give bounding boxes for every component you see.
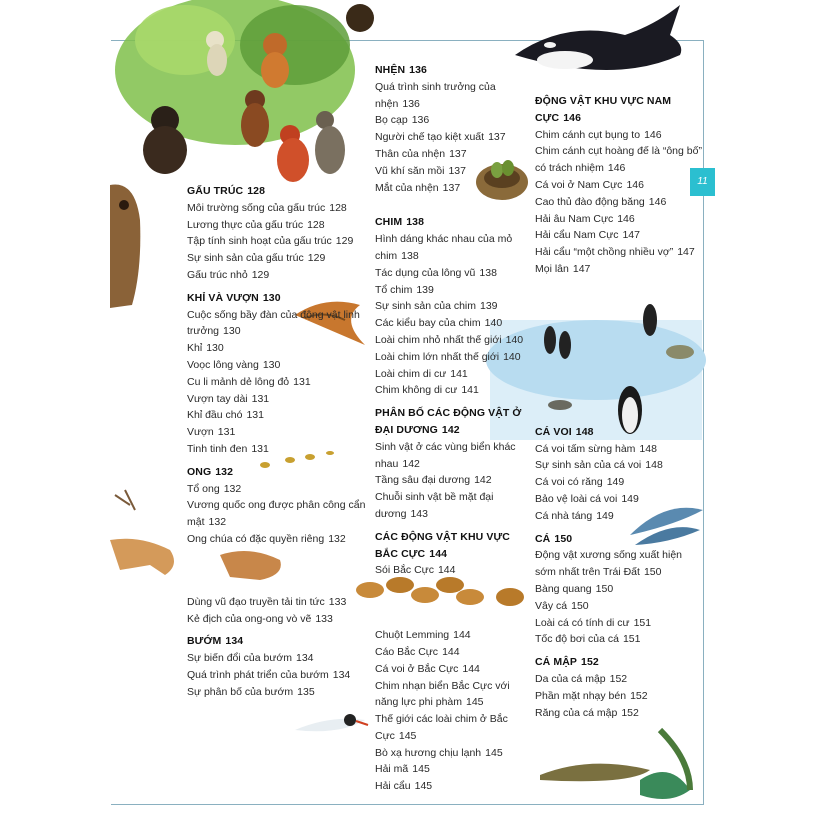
section-gap [375,202,535,214]
toc-section-spiders [375,62,535,196]
toc-section-sharks [535,654,703,721]
toc-entry[interactable]: Thế giới các loài chim ở Bắc Cực 145 [375,713,508,742]
illustration-gap [535,284,703,424]
toc-entry[interactable]: Tinh tinh đen 131 [187,442,269,455]
fish-illustration [540,720,700,810]
monkeys-illustration [125,0,385,200]
toc-section-whales [535,424,703,525]
toc-entry[interactable]: Sói Bắc Cực 144 [375,564,456,577]
toc-entry[interactable]: Voọc lông vàng 130 [187,358,281,371]
toc-entry[interactable]: Chuỗi sinh vật bề mặt đại dương 143 [375,491,494,520]
toc-entry[interactable]: Cuộc sống bầy đàn của động vật linh trưởng 130 [187,308,360,338]
section-heading[interactable]: CÁ VOI 148 [535,425,594,438]
toc-entry[interactable]: Cáo Bắc Cực 144 [375,645,460,658]
toc-entry[interactable]: Sinh vật ở các vùng biển khác nhau 142 [375,440,516,470]
toc-entry[interactable]: Vũ khí săn mồi 137 [375,164,466,177]
toc-entry[interactable]: Loài chim di cư 141 [375,367,468,380]
toc-entry[interactable]: Bảo vệ loài cá voi 149 [535,492,639,505]
toc-entry[interactable]: Chim nhạn biển Bắc Cực với năng lực phi phàm 145 [375,679,510,709]
illustration-gap [375,579,535,627]
toc-entry[interactable]: Quá trình phát triển của bướm 134 [187,668,351,681]
toc-entry[interactable]: Sự biến đổi của bướm 134 [187,652,314,665]
toc-section-birds [375,214,535,399]
toc-entry[interactable]: Chim không di cư 141 [375,384,479,397]
toc-entry[interactable]: Khỉ đầu chó 131 [187,409,264,422]
toc-entry[interactable]: Tập tính sinh hoạt của gấu trúc 129 [187,235,354,248]
toc-section-butterflies [187,633,367,700]
toc-entry[interactable]: Sự sinh sản của chim 139 [375,300,498,313]
toc-entry[interactable]: Tổ ong 132 [187,482,242,495]
section-heading[interactable]: BƯỚM 134 [187,635,244,648]
toc-entry[interactable]: Các kiểu bay của chim 140 [375,317,503,330]
section-heading[interactable]: GẤU TRÚC 128 [187,185,266,197]
section-heading[interactable]: CÁ MẬP 152 [535,656,599,669]
section-heading[interactable]: ONG 132 [187,465,234,478]
toc-entry[interactable]: Loài cá có tính di cư 151 [535,616,652,629]
toc-entry[interactable]: Cá nhà táng 149 [535,509,614,522]
toc-section-ocean-animals [375,405,535,523]
toc-entry[interactable]: Lương thực của gấu trúc 128 [187,218,325,231]
toc-entry[interactable]: Hình dáng khác nhau của mỏ chim 138 [375,233,513,262]
toc-entry[interactable]: Vây cá 150 [535,599,589,612]
toc-entry[interactable]: Hải cẩu Nam Cực 147 [535,229,640,242]
section-heading[interactable]: CHIM 138 [375,216,425,229]
toc-section-primates [187,290,367,458]
panda-illustration [110,180,142,310]
toc-entry[interactable]: Sự phân bố của bướm 135 [187,685,315,698]
toc-entry[interactable]: Chim cánh cụt hoàng đế là “ông bố” có trách nhiệm 146 [535,145,702,175]
toc-entry[interactable]: Bọ cạp 136 [375,114,430,127]
toc-entry[interactable]: Cá voi tấm sừng hàm 148 [535,442,657,455]
toc-entry[interactable]: Vương quốc ong được phân công cẩn mật 132 [187,499,366,529]
toc-entry[interactable]: Cá voi ở Nam Cực 146 [535,178,644,191]
toc-entry[interactable]: Cao thủ đào động băng 146 [535,195,667,208]
toc-entry[interactable]: Động vật xương sống xuất hiện sớm nhất trên Trái Đất 150 [535,549,683,579]
toc-entry[interactable]: Sự sinh sản của cá voi 148 [535,459,663,472]
section-heading[interactable]: ĐỘNG VẬT KHU VỰC NAM CỰC 146 [535,95,672,124]
toc-section-panda [187,183,367,284]
toc-entry[interactable]: Ong chúa có đặc quyền riêng 132 [187,532,346,545]
section-heading[interactable]: CÁ 150 [535,532,573,545]
toc-entry[interactable]: Sự sinh sản của gấu trúc 129 [187,252,326,265]
toc-section-bees [187,464,367,628]
illustration-gap [187,548,367,594]
toc-entry[interactable]: Loài chim nhỏ nhất thế giới 140 [375,333,524,346]
section-heading[interactable]: NHỆN 136 [375,64,427,76]
toc-entry[interactable]: Chim cánh cụt bụng to 146 [535,128,662,141]
toc-entry[interactable]: Hải cẩu “một chồng nhiều vợ” 147 [535,246,695,259]
toc-column-3 [535,93,703,727]
toc-entry[interactable]: Tầng sâu đại dương 142 [375,474,492,487]
toc-entry[interactable]: Hải mã 145 [375,763,430,776]
toc-entry[interactable]: Bò xạ hương chịu lạnh 145 [375,746,503,759]
toc-entry[interactable]: Răng của cá mập 152 [535,706,639,719]
toc-section-arctic-animals [375,529,535,795]
toc-section-fish [535,531,703,649]
toc-entry[interactable]: Dùng vũ đạo truyền tải tin tức 133 [187,595,347,608]
toc-entry[interactable]: Tốc độ bơi của cá 151 [535,633,641,646]
toc-entry[interactable]: Phần mặt nhạy bén 152 [535,689,648,702]
toc-entry[interactable]: Quá trình sinh trưởng của nhện 136 [375,80,496,110]
toc-entry[interactable]: Da của cá mập 152 [535,672,628,685]
toc-column-2 [375,62,535,801]
toc-entry[interactable]: Kẻ địch của ong-ong vò vẽ 133 [187,612,333,625]
toc-entry[interactable]: Bàng quang 150 [535,582,614,595]
toc-entry[interactable]: Vượn 131 [187,426,236,439]
toc-entry[interactable]: Chuột Lemming 144 [375,629,471,642]
toc-entry[interactable]: Vượn tay dài 131 [187,392,270,405]
section-heading[interactable]: CÁC ĐỘNG VẬT KHU VỰC BẮC CỰC 144 [375,530,510,560]
toc-entry[interactable]: Hải cẩu 145 [375,780,433,793]
toc-entry[interactable]: Loài chim lớn nhất thế giới 140 [375,350,521,363]
toc-entry[interactable]: Cu li mảnh dẻ lông đỏ 131 [187,375,311,388]
toc-section-antarctic-animals [535,93,703,278]
section-heading[interactable]: PHÂN BỐ CÁC ĐỘNG VẬT Ở ĐẠI DƯƠNG 142 [375,407,522,436]
toc-entry[interactable]: Tác dụng của lông vũ 138 [375,266,497,279]
toc-entry[interactable]: Tổ chim 139 [375,283,434,296]
toc-entry[interactable]: Người chế tạo kiệt xuất 137 [375,131,506,144]
toc-entry[interactable]: Cá voi ở Bắc Cực 144 [375,662,480,675]
page-number-tab: 11 [690,168,715,196]
toc-entry[interactable]: Khỉ 130 [187,342,224,355]
toc-entry[interactable]: Thân của nhện 137 [375,147,467,160]
toc-entry[interactable]: Gấu trúc nhỏ 129 [187,268,270,281]
toc-entry[interactable]: Hải âu Nam Cực 146 [535,212,635,225]
toc-entry[interactable]: Mọi lân 147 [535,262,591,275]
toc-entry[interactable]: Cá voi có răng 149 [535,476,625,489]
section-heading[interactable]: KHỈ VÀ VƯỢN 130 [187,291,281,304]
toc-entry[interactable]: Mắt của nhện 137 [375,181,461,194]
toc-column-1 [187,183,367,707]
toc-entry[interactable]: Môi trường sống của gấu trúc 128 [187,201,347,214]
